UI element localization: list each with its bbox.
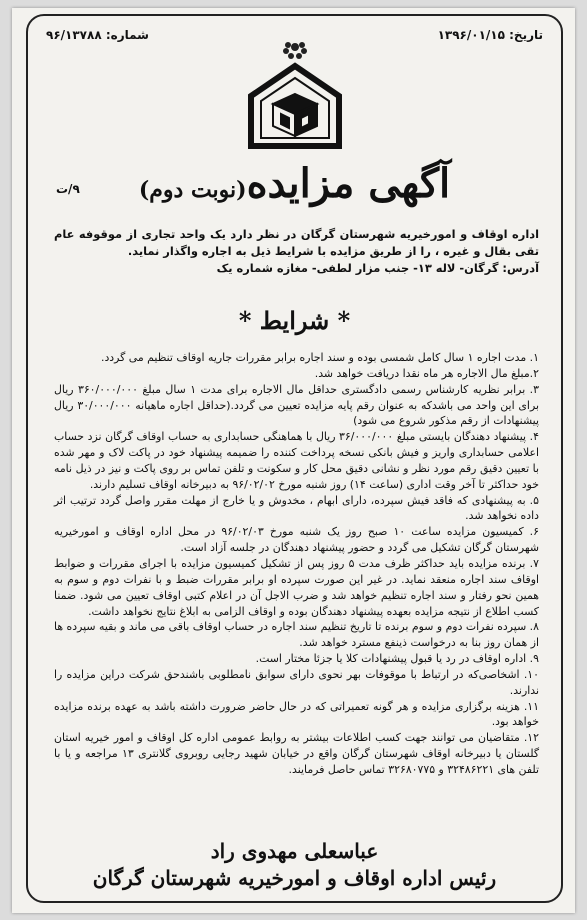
condition-item: ۱. مدت اجاره ۱ سال کامل شمسی بوده و سند اجاره برابر مقررات جاریه اوقاف تنظیم می گردد. [100,351,539,364]
notice-code: ۹/ت [56,182,80,196]
conditions-heading: * شرایط * [238,306,351,335]
conditions-list [54,350,539,778]
condition-item: ۸. سپرده نفرات دوم و سوم برنده تا تاریخ تنظیم سند اجاره در حساب اوقاف باقی می ماند و بقیه سپرده ها از همان روز بنا به درخواست ذینفع مسترد خواهد شد. [54,620,539,650]
condition-item: ۱۲. متقاضیان می توانند جهت کسب اطلاعات بیشتر به روابط عمومی اداره کل اوقاف و امور خیریه استان گلستان یا دبیرخانه اوقاف شهرستان گرگان واقع در خیابان شهید رجایی روبروی گلانتری ۱۳ مراجعه و یا با تلفن های ۳۲۴۸۶۲۲۱ و ۳۲۶۸۰۷۷۵ تماس حاصل فرمایند. [54,731,539,776]
condition-item: ۱۰. اشخاصی‌که در ارتباط با موقوفات بهر نحوی دارای سوابق نامطلوبی باشندحق شرکت دراین مزایده را ندارند. [54,667,539,697]
condition-item: ۶. کمیسیون مزایده ساعت ۱۰ صبح روز یک شنبه مورخ ۹۶/۰۲/۰۳ در محل اداره اوقاف و امورخیریه شهرستان گرگان تشکیل می گردد و حضور پیشنهاد دهندگان در جلسه آزاد است. [54,525,539,555]
condition-item: ۲.مبلغ مال الاجاره هر ماه نقدا دریافت خواهد شد. [314,366,539,380]
condition-item: ۴. پیشنهاد دهندگان بایستی مبلغ ۳۶/۰۰۰/۰۰۰ ریال با هماهنگی حسابداری به حساب اوقاف گرگان نزد حساب اعلامی حسابداری واریز و فیش بانکی نسخه پرداخت کننده را ضمیمه پیشنهاد خود در پاکت لاک و مهر شده با تعیین دقیق رقم مورد نظر و نشانی دقیق محل کار و سکونت و تلفن تماس بر روی پاکت و نیز در ذیل نامه خود حداکثر تا آخر وقت اداری (ساعت ۱۴) روز شنبه مورخ ۹۶/۰۲/۰۲ به دبیرخانه اوقاف تسلیم دارند. [54,430,539,491]
signatory-role: رئیس اداره اوقاف و امورخیریه شهرستان گرگان [92,866,497,890]
page-border-frame [26,14,563,903]
condition-item: ۳. برابر نظریه کارشناس رسمی دادگستری حداقل مال الاجاره برای مدت ۱ سال مبلغ ۳۶۰/۰۰۰/۰۰۰ ریال برای این واحد می باشدکه به عنوان رقم پایه مزایده تعیین می گردد.(حداقل اجاره ماهیانه ۳۰/۰۰۰/۰۰۰ ریال پیشنهادات از رقم مذکور شروع می شود) [54,382,539,428]
document-date: تاریخ: ۱۳۹۶/۰۱/۱۵ [437,28,543,42]
intro-paragraph [54,226,539,276]
title-section [28,154,561,224]
condition-item: ۱۱. هزینه برگزاری مزایده و هر گونه تعمیراتی که در حال حاضر ضرورت داشته باشد به عهده برنده مزایده خواهد بود. [54,699,539,729]
logo [28,36,561,158]
document-number: شماره: ۹۶/۱۳۷۸۸ [46,28,149,42]
condition-item: ۹. اداره اوقاف در رد یا قبول پیشنهادات کلا یا جزئا مختار است. [255,652,539,666]
title-sub: (نوبت دوم) [138,177,247,203]
signature-block [28,838,561,892]
intro-address: آدرس: گرگان- لاله ۱۳- جنب مزار لطفی- مغازه شماره یک [216,260,539,275]
condition-item: ۵. به پیشنهادی که فاقد فیش سپرده، دارای ابهام ، مخدوش و یا خارج از مهلت مقرر واصل گردد ترتیب اثر داده نخواهد شد. [54,493,539,523]
document-page [12,8,575,913]
title-main: آگهی مزایده [246,160,451,207]
endowment-organization-emblem-icon [235,36,355,154]
intro-text: اداره اوقاف و امورخیریه شهرستان گرگان در نظر دارد یک واحد تجاری از موقوفه عام تقی بقال و غیره ، را از طریق مزایده با شرایط ذیل به اجاره واگذار نماید. [54,227,539,258]
condition-item: ۷. برنده مزایده باید حداکثر ظرف مدت ۵ روز پس از تشکیل کمیسیون مزایده با اجرای مقررات و ضوابط اوقاف سند اجاره منعقد نماید. در غیر این صورت سپرده او برابر مقررات ضبط و با نفرات دوم و سوم به همین نحو رفتار و سند اجاره تنظیم خواهد شد و ضرب الاجل آن در اعلام کتبی اوقاف تعیین می شود. ضمنا کسب اطلاع از نتیجه مزایده بعهده پیشنهاد دهندگان بوده و اوقاف الزامی به ابلاغ نتایج نخواهد داشت. [54,556,539,618]
signatory-name: عباسعلی مهدوی راد [210,839,379,863]
page-title [28,154,561,220]
